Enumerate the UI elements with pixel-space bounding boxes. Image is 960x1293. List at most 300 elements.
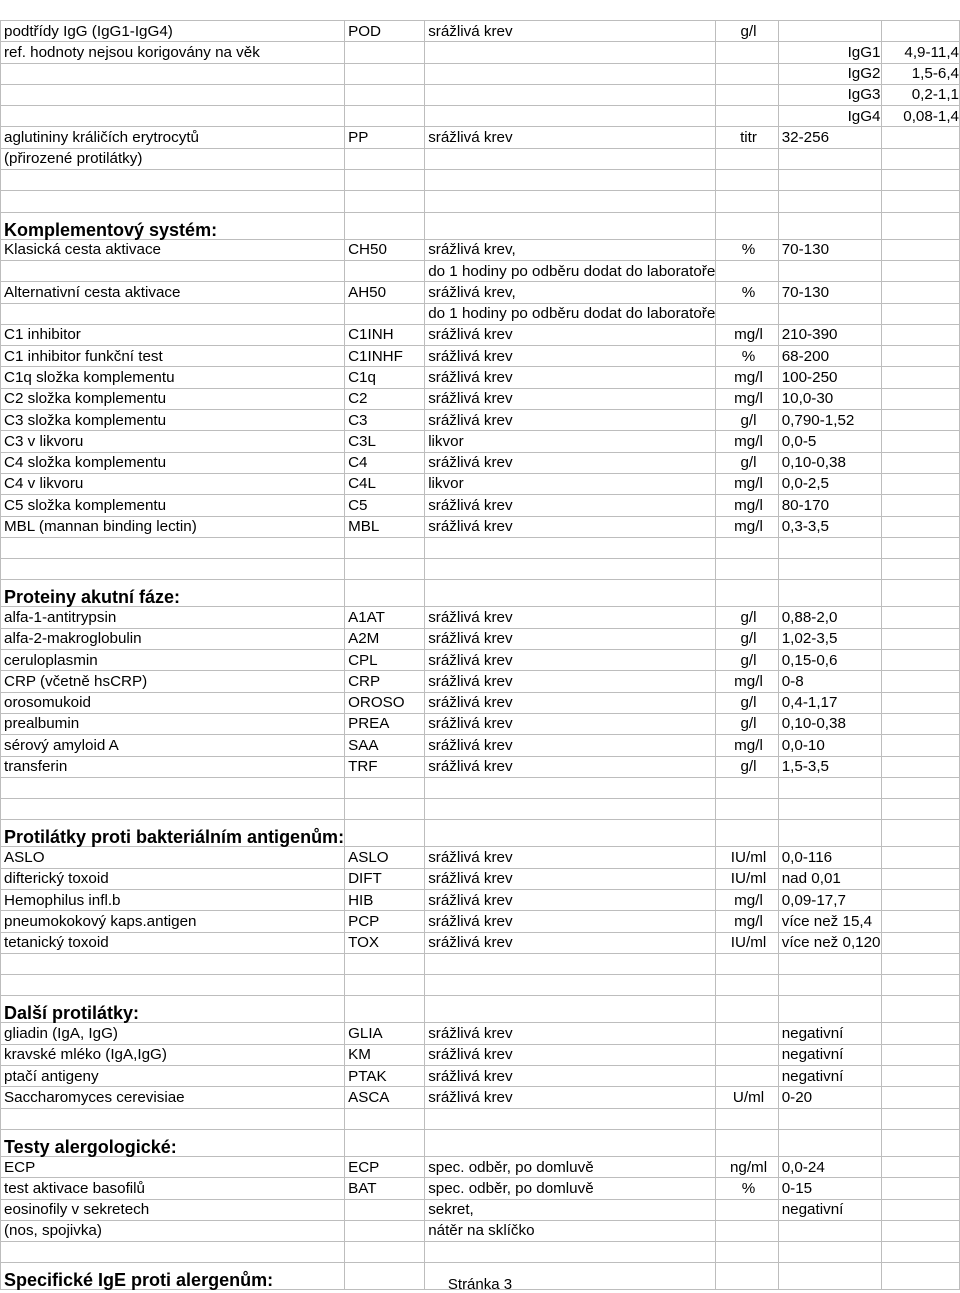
table-cell: g/l bbox=[716, 692, 778, 713]
table-cell bbox=[881, 388, 959, 409]
table-cell: 0,10-0,38 bbox=[778, 713, 881, 734]
table-cell: AH50 bbox=[345, 282, 425, 303]
table-cell: 70-130 bbox=[778, 239, 881, 260]
table-cell: srážlivá krev bbox=[425, 692, 716, 713]
table-cell: 0,0-5 bbox=[778, 431, 881, 452]
section-heading-row bbox=[1, 1129, 960, 1156]
table-cell: srážlivá krev bbox=[425, 932, 716, 953]
table-cell: do 1 hodiny po odběru dodat do laboratoře bbox=[425, 303, 716, 324]
table-cell bbox=[881, 650, 959, 671]
table-cell: DIFT bbox=[345, 868, 425, 889]
table-cell: Proteiny akutní fáze: bbox=[1, 580, 345, 607]
table-cell: likvor bbox=[425, 431, 716, 452]
table-cell bbox=[425, 537, 716, 558]
table-cell: IU/ml bbox=[716, 847, 778, 868]
table-row bbox=[1, 473, 960, 494]
table-cell: 10,0-30 bbox=[778, 388, 881, 409]
table-cell bbox=[1, 303, 345, 324]
table-cell: ng/ml bbox=[716, 1156, 778, 1177]
table-row bbox=[1, 1044, 960, 1065]
table-cell: mg/l bbox=[716, 324, 778, 345]
table-cell bbox=[345, 1108, 425, 1129]
table-row bbox=[1, 303, 960, 324]
table-cell: ASLO bbox=[1, 847, 345, 868]
table-cell bbox=[881, 212, 959, 239]
table-cell bbox=[345, 84, 425, 105]
table-row bbox=[1, 452, 960, 473]
table-cell bbox=[881, 127, 959, 148]
table-row bbox=[1, 650, 960, 671]
table-cell bbox=[778, 1129, 881, 1156]
table-cell bbox=[345, 1242, 425, 1263]
table-cell bbox=[1, 777, 345, 798]
table-cell: Testy alergologické: bbox=[1, 1129, 345, 1156]
table-cell: orosomukoid bbox=[1, 692, 345, 713]
table-cell bbox=[716, 106, 778, 127]
table-row bbox=[1, 847, 960, 868]
table-row bbox=[1, 953, 960, 974]
table-cell bbox=[1, 953, 345, 974]
table-row bbox=[1, 1087, 960, 1108]
table-cell bbox=[1, 1108, 345, 1129]
table-cell: IU/ml bbox=[716, 868, 778, 889]
table-cell: Protilátky proti bakteriálním antigenům: bbox=[1, 820, 345, 847]
table-cell bbox=[881, 537, 959, 558]
table-cell: A2M bbox=[345, 628, 425, 649]
table-row bbox=[1, 932, 960, 953]
table-cell: Klasická cesta aktivace bbox=[1, 239, 345, 260]
table-cell: mg/l bbox=[716, 516, 778, 537]
table-cell bbox=[716, 1220, 778, 1241]
table-row bbox=[1, 324, 960, 345]
table-cell: g/l bbox=[716, 410, 778, 431]
table-cell bbox=[881, 735, 959, 756]
table-cell bbox=[881, 799, 959, 820]
results-table bbox=[0, 20, 960, 1290]
table-cell: MBL bbox=[345, 516, 425, 537]
table-cell bbox=[345, 580, 425, 607]
table-cell: nad 0,01 bbox=[778, 868, 881, 889]
table-row bbox=[1, 516, 960, 537]
table-cell bbox=[716, 303, 778, 324]
table-cell: alfa-1-antitrypsin bbox=[1, 607, 345, 628]
table-cell: spec. odběr, po domluvě bbox=[425, 1156, 716, 1177]
table-cell: mg/l bbox=[716, 671, 778, 692]
table-cell: IU/ml bbox=[716, 932, 778, 953]
table-cell bbox=[778, 260, 881, 281]
table-cell: % bbox=[716, 282, 778, 303]
table-row bbox=[1, 868, 960, 889]
table-cell: CPL bbox=[345, 650, 425, 671]
table-cell bbox=[881, 495, 959, 516]
table-cell: KM bbox=[345, 1044, 425, 1065]
table-cell bbox=[425, 191, 716, 212]
table-cell: g/l bbox=[716, 713, 778, 734]
table-cell: aglutininy králičích erytrocytů bbox=[1, 127, 345, 148]
table-cell bbox=[778, 996, 881, 1023]
table-cell: C4 v likvoru bbox=[1, 473, 345, 494]
table-cell: 32-256 bbox=[778, 127, 881, 148]
table-cell: ASLO bbox=[345, 847, 425, 868]
table-cell: srážlivá krev bbox=[425, 1087, 716, 1108]
table-cell bbox=[881, 1129, 959, 1156]
table-cell bbox=[345, 820, 425, 847]
table-cell bbox=[778, 1108, 881, 1129]
table-cell bbox=[881, 996, 959, 1023]
table-cell: srážlivá krev bbox=[425, 452, 716, 473]
table-cell bbox=[881, 303, 959, 324]
table-cell: (přirozené protilátky) bbox=[1, 148, 345, 169]
table-cell: g/l bbox=[716, 452, 778, 473]
table-cell: srážlivá krev bbox=[425, 735, 716, 756]
table-cell bbox=[1, 191, 345, 212]
table-cell bbox=[716, 820, 778, 847]
table-cell: HIB bbox=[345, 889, 425, 910]
table-cell: negativní bbox=[778, 1199, 881, 1220]
table-cell bbox=[716, 212, 778, 239]
table-cell bbox=[1, 63, 345, 84]
table-row bbox=[1, 799, 960, 820]
table-cell: mg/l bbox=[716, 735, 778, 756]
table-cell: g/l bbox=[716, 607, 778, 628]
table-cell: 0-15 bbox=[778, 1178, 881, 1199]
table-cell: srážlivá krev bbox=[425, 650, 716, 671]
table-cell: C2 složka komplementu bbox=[1, 388, 345, 409]
table-cell: 100-250 bbox=[778, 367, 881, 388]
table-cell bbox=[881, 1178, 959, 1199]
table-row bbox=[1, 282, 960, 303]
table-row bbox=[1, 148, 960, 169]
table-cell bbox=[881, 346, 959, 367]
table-cell: PTAK bbox=[345, 1066, 425, 1087]
table-cell: mg/l bbox=[716, 473, 778, 494]
table-cell: 70-130 bbox=[778, 282, 881, 303]
table-cell: transferin bbox=[1, 756, 345, 777]
table-cell bbox=[881, 1156, 959, 1177]
table-cell: mg/l bbox=[716, 367, 778, 388]
section-heading-row bbox=[1, 820, 960, 847]
table-row bbox=[1, 106, 960, 127]
table-cell: eosinofily v sekretech bbox=[1, 1199, 345, 1220]
table-cell: C5 složka komplementu bbox=[1, 495, 345, 516]
table-cell: prealbumin bbox=[1, 713, 345, 734]
table-cell bbox=[716, 580, 778, 607]
table-cell: srážlivá krev bbox=[425, 889, 716, 910]
table-cell: C1INHF bbox=[345, 346, 425, 367]
table-cell: g/l bbox=[716, 21, 778, 42]
table-cell: ref. hodnoty nejsou korigovány na věk bbox=[1, 42, 345, 63]
table-cell: gliadin (IgA, IgG) bbox=[1, 1023, 345, 1044]
table-cell: do 1 hodiny po odběru dodat do laboratoře bbox=[425, 260, 716, 281]
table-cell bbox=[716, 260, 778, 281]
table-cell bbox=[881, 889, 959, 910]
table-cell bbox=[716, 1108, 778, 1129]
table-cell: % bbox=[716, 1178, 778, 1199]
table-cell bbox=[881, 410, 959, 431]
table-cell: OROSO bbox=[345, 692, 425, 713]
table-cell: ECP bbox=[1, 1156, 345, 1177]
table-cell bbox=[881, 1087, 959, 1108]
table-cell bbox=[778, 777, 881, 798]
table-cell: 0,3-3,5 bbox=[778, 516, 881, 537]
table-row bbox=[1, 1220, 960, 1241]
table-cell bbox=[345, 537, 425, 558]
table-cell bbox=[881, 1242, 959, 1263]
table-cell bbox=[881, 282, 959, 303]
table-cell bbox=[881, 559, 959, 580]
table-cell: U/ml bbox=[716, 1087, 778, 1108]
table-cell: mg/l bbox=[716, 911, 778, 932]
table-cell bbox=[425, 820, 716, 847]
table-cell bbox=[881, 975, 959, 996]
table-cell bbox=[881, 671, 959, 692]
table-cell bbox=[1, 1242, 345, 1263]
table-cell: negativní bbox=[778, 1044, 881, 1065]
table-cell: C1 inhibitor bbox=[1, 324, 345, 345]
table-cell: IgG2 bbox=[778, 63, 881, 84]
table-cell bbox=[778, 191, 881, 212]
table-cell: 4,9-11,4 bbox=[881, 42, 959, 63]
table-cell: (nos, spojivka) bbox=[1, 1220, 345, 1241]
table-cell bbox=[716, 537, 778, 558]
table-cell: 0,2-1,1 bbox=[881, 84, 959, 105]
table-row bbox=[1, 21, 960, 42]
table-cell: podtřídy IgG (IgG1-IgG4) bbox=[1, 21, 345, 42]
table-cell bbox=[778, 170, 881, 191]
table-cell bbox=[881, 932, 959, 953]
table-cell bbox=[345, 170, 425, 191]
table-cell: srážlivá krev, bbox=[425, 282, 716, 303]
table-cell: g/l bbox=[716, 628, 778, 649]
table-cell bbox=[1, 84, 345, 105]
table-cell bbox=[881, 607, 959, 628]
table-cell bbox=[778, 148, 881, 169]
table-row bbox=[1, 1108, 960, 1129]
table-cell: 0,790-1,52 bbox=[778, 410, 881, 431]
table-cell bbox=[778, 1220, 881, 1241]
table-row bbox=[1, 537, 960, 558]
table-cell: C1INH bbox=[345, 324, 425, 345]
table-row bbox=[1, 777, 960, 798]
table-cell bbox=[716, 63, 778, 84]
table-row bbox=[1, 1199, 960, 1220]
table-cell bbox=[345, 191, 425, 212]
table-row bbox=[1, 127, 960, 148]
table-cell bbox=[778, 303, 881, 324]
table-row bbox=[1, 367, 960, 388]
table-row bbox=[1, 607, 960, 628]
table-cell: Další protilátky: bbox=[1, 996, 345, 1023]
table-cell: POD bbox=[345, 21, 425, 42]
table-cell: sekret, bbox=[425, 1199, 716, 1220]
table-cell bbox=[778, 820, 881, 847]
table-cell: srážlivá krev bbox=[425, 756, 716, 777]
table-cell bbox=[716, 953, 778, 974]
table-cell bbox=[881, 260, 959, 281]
table-cell: IgG4 bbox=[778, 106, 881, 127]
table-cell: C4L bbox=[345, 473, 425, 494]
table-cell: 0,09-17,7 bbox=[778, 889, 881, 910]
table-cell bbox=[425, 975, 716, 996]
table-cell bbox=[345, 106, 425, 127]
table-cell: A1AT bbox=[345, 607, 425, 628]
table-cell bbox=[778, 212, 881, 239]
table-cell bbox=[1, 106, 345, 127]
table-cell: srážlivá krev bbox=[425, 495, 716, 516]
table-cell: C1q složka komplementu bbox=[1, 367, 345, 388]
table-cell bbox=[881, 868, 959, 889]
table-cell bbox=[716, 1044, 778, 1065]
table-cell bbox=[425, 212, 716, 239]
table-cell bbox=[881, 777, 959, 798]
table-cell: CRP bbox=[345, 671, 425, 692]
table-cell bbox=[345, 1129, 425, 1156]
table-cell: srážlivá krev bbox=[425, 367, 716, 388]
table-cell bbox=[425, 84, 716, 105]
table-cell bbox=[1, 260, 345, 281]
table-row bbox=[1, 346, 960, 367]
table-row bbox=[1, 63, 960, 84]
table-cell bbox=[778, 975, 881, 996]
table-cell: IgG1 bbox=[778, 42, 881, 63]
table-cell bbox=[425, 170, 716, 191]
table-row bbox=[1, 628, 960, 649]
table-cell bbox=[716, 1242, 778, 1263]
table-cell bbox=[425, 559, 716, 580]
table-cell: 0,08-1,4 bbox=[881, 106, 959, 127]
table-cell: 0,0-10 bbox=[778, 735, 881, 756]
table-row bbox=[1, 1023, 960, 1044]
table-cell bbox=[345, 63, 425, 84]
table-cell bbox=[345, 953, 425, 974]
table-cell bbox=[345, 303, 425, 324]
table-cell bbox=[716, 1129, 778, 1156]
table-cell: mg/l bbox=[716, 889, 778, 910]
table-cell bbox=[778, 1242, 881, 1263]
table-cell: Komplementový systém: bbox=[1, 212, 345, 239]
table-cell bbox=[881, 148, 959, 169]
table-cell: PREA bbox=[345, 713, 425, 734]
table-cell bbox=[881, 628, 959, 649]
table-cell bbox=[425, 106, 716, 127]
table-cell: 0,10-0,38 bbox=[778, 452, 881, 473]
table-cell: SAA bbox=[345, 735, 425, 756]
table-cell: více než 15,4 bbox=[778, 911, 881, 932]
table-cell: kravské mléko (IgA,IgG) bbox=[1, 1044, 345, 1065]
table-cell: 0,0-2,5 bbox=[778, 473, 881, 494]
table-cell: 210-390 bbox=[778, 324, 881, 345]
table-row bbox=[1, 239, 960, 260]
table-cell bbox=[425, 1242, 716, 1263]
table-row bbox=[1, 975, 960, 996]
table-cell bbox=[881, 1220, 959, 1241]
table-cell bbox=[345, 1199, 425, 1220]
table-cell: g/l bbox=[716, 756, 778, 777]
table-cell: srážlivá krev bbox=[425, 21, 716, 42]
table-cell bbox=[778, 799, 881, 820]
table-cell: C3L bbox=[345, 431, 425, 452]
table-cell bbox=[1, 559, 345, 580]
table-cell: TRF bbox=[345, 756, 425, 777]
table-cell bbox=[881, 847, 959, 868]
table-cell: 0,0-116 bbox=[778, 847, 881, 868]
table-cell: srážlivá krev bbox=[425, 713, 716, 734]
table-cell bbox=[881, 1066, 959, 1087]
table-cell bbox=[881, 820, 959, 847]
table-cell: % bbox=[716, 239, 778, 260]
table-cell bbox=[716, 148, 778, 169]
table-cell bbox=[716, 1023, 778, 1044]
table-cell: test aktivace basofilů bbox=[1, 1178, 345, 1199]
table-cell bbox=[881, 191, 959, 212]
table-row bbox=[1, 911, 960, 932]
table-cell bbox=[778, 953, 881, 974]
table-cell: PP bbox=[345, 127, 425, 148]
table-row bbox=[1, 410, 960, 431]
table-cell: C3 v likvoru bbox=[1, 431, 345, 452]
table-cell: C1q bbox=[345, 367, 425, 388]
table-cell: sérový amyloid A bbox=[1, 735, 345, 756]
table-cell bbox=[881, 756, 959, 777]
table-cell: srážlivá krev bbox=[425, 1044, 716, 1065]
table-cell bbox=[425, 777, 716, 798]
table-cell bbox=[881, 239, 959, 260]
table-cell: 0,0-24 bbox=[778, 1156, 881, 1177]
table-cell: negativní bbox=[778, 1023, 881, 1044]
table-cell bbox=[716, 559, 778, 580]
table-cell: CRP (včetně hsCRP) bbox=[1, 671, 345, 692]
table-cell: tetanický toxoid bbox=[1, 932, 345, 953]
table-cell: srážlivá krev bbox=[425, 1023, 716, 1044]
table-row bbox=[1, 756, 960, 777]
table-cell bbox=[716, 996, 778, 1023]
table-cell: % bbox=[716, 346, 778, 367]
table-row bbox=[1, 692, 960, 713]
table-cell: Hemophilus infl.b bbox=[1, 889, 345, 910]
table-cell: ceruloplasmin bbox=[1, 650, 345, 671]
table-cell bbox=[716, 799, 778, 820]
table-cell: IgG3 bbox=[778, 84, 881, 105]
table-cell: 1,02-3,5 bbox=[778, 628, 881, 649]
table-cell: CH50 bbox=[345, 239, 425, 260]
table-cell: srážlivá krev bbox=[425, 847, 716, 868]
table-cell bbox=[881, 911, 959, 932]
table-row bbox=[1, 1178, 960, 1199]
table-cell: Alternativní cesta aktivace bbox=[1, 282, 345, 303]
table-cell: ASCA bbox=[345, 1087, 425, 1108]
table-cell bbox=[345, 1220, 425, 1241]
table-cell: g/l bbox=[716, 650, 778, 671]
section-heading-row bbox=[1, 580, 960, 607]
table-cell: mg/l bbox=[716, 495, 778, 516]
table-cell bbox=[881, 953, 959, 974]
table-row bbox=[1, 170, 960, 191]
table-cell: srážlivá krev bbox=[425, 911, 716, 932]
table-row bbox=[1, 1156, 960, 1177]
table-cell bbox=[881, 367, 959, 388]
table-row bbox=[1, 84, 960, 105]
table-cell bbox=[425, 580, 716, 607]
table-cell bbox=[881, 473, 959, 494]
table-cell bbox=[345, 777, 425, 798]
table-cell: negativní bbox=[778, 1066, 881, 1087]
results-table-body bbox=[1, 21, 960, 1290]
table-cell: 0,4-1,17 bbox=[778, 692, 881, 713]
table-cell: nátěr na sklíčko bbox=[425, 1220, 716, 1241]
table-cell bbox=[881, 580, 959, 607]
table-cell: mg/l bbox=[716, 431, 778, 452]
table-cell: srážlivá krev bbox=[425, 671, 716, 692]
